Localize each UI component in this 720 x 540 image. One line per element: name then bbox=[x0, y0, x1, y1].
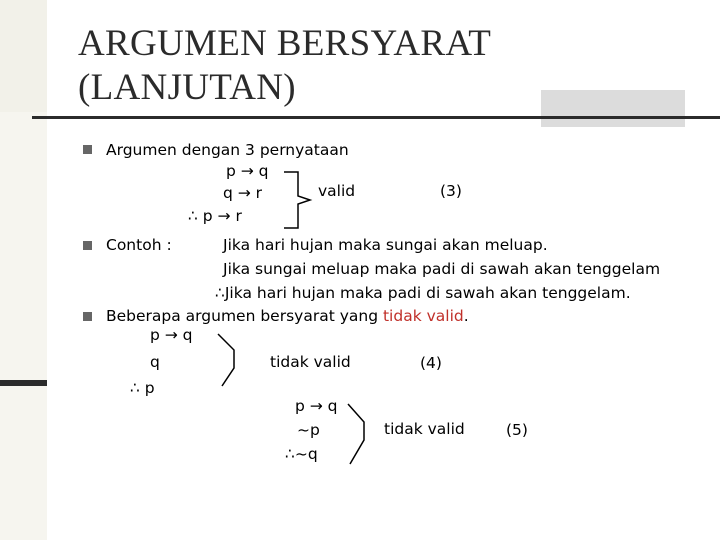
bullet-square-icon bbox=[83, 145, 92, 154]
bullet-square-icon bbox=[83, 312, 92, 321]
bullet2-line1: Jika hari hujan maka sungai akan meluap. bbox=[223, 236, 548, 254]
example5-conclusion: ∴~q bbox=[285, 445, 318, 463]
example4-conclusion: ∴ p bbox=[130, 379, 155, 397]
example5-verdict: tidak valid bbox=[384, 420, 465, 438]
left-sidebar-accent bbox=[0, 380, 47, 386]
slide-title-line1: ARGUMEN BERSYARAT bbox=[78, 23, 492, 64]
title-divider bbox=[32, 116, 720, 119]
bullet1-premise2: q → r bbox=[223, 184, 263, 202]
example4-premise2: q bbox=[150, 353, 160, 371]
example5-premise2: ~p bbox=[297, 421, 320, 439]
bullet3-text-after: . bbox=[463, 307, 469, 325]
bullet1-premise1: p → q bbox=[226, 162, 269, 180]
bullet1-brace-icon bbox=[282, 172, 312, 230]
example5-premise1: p → q bbox=[295, 397, 338, 415]
bullet1-number: (3) bbox=[440, 182, 462, 200]
bullet3-highlight: tidak valid bbox=[382, 307, 464, 325]
bullet1-conclusion: ∴ p → r bbox=[188, 207, 242, 225]
bullet3-text-before: Beberapa argumen bersyarat yang bbox=[106, 307, 383, 325]
bullet3-text bbox=[106, 306, 469, 326]
bullet2-label: Contoh : bbox=[106, 236, 172, 254]
bullet1-verdict: valid bbox=[318, 182, 356, 200]
bullet2-line2: Jika sungai meluap maka padi di sawah akan tenggelam bbox=[223, 260, 661, 278]
example4-verdict: tidak valid bbox=[270, 353, 351, 371]
example5-number: (5) bbox=[506, 421, 528, 439]
bullet1-text: Argumen dengan 3 pernyataan bbox=[106, 141, 349, 159]
slide-title-line2: (LANJUTAN) bbox=[78, 67, 296, 108]
example4-number: (4) bbox=[420, 354, 442, 372]
example5-brace-icon bbox=[346, 404, 374, 466]
bullet2-line3: ∴Jika hari hujan maka padi di sawah akan tenggelam. bbox=[215, 284, 631, 302]
slide-title bbox=[78, 22, 618, 110]
example4-brace-icon bbox=[218, 334, 248, 392]
example4-premise1: p → q bbox=[150, 326, 193, 344]
left-sidebar-top-decoration bbox=[0, 0, 47, 112]
bullet-square-icon bbox=[83, 241, 92, 250]
